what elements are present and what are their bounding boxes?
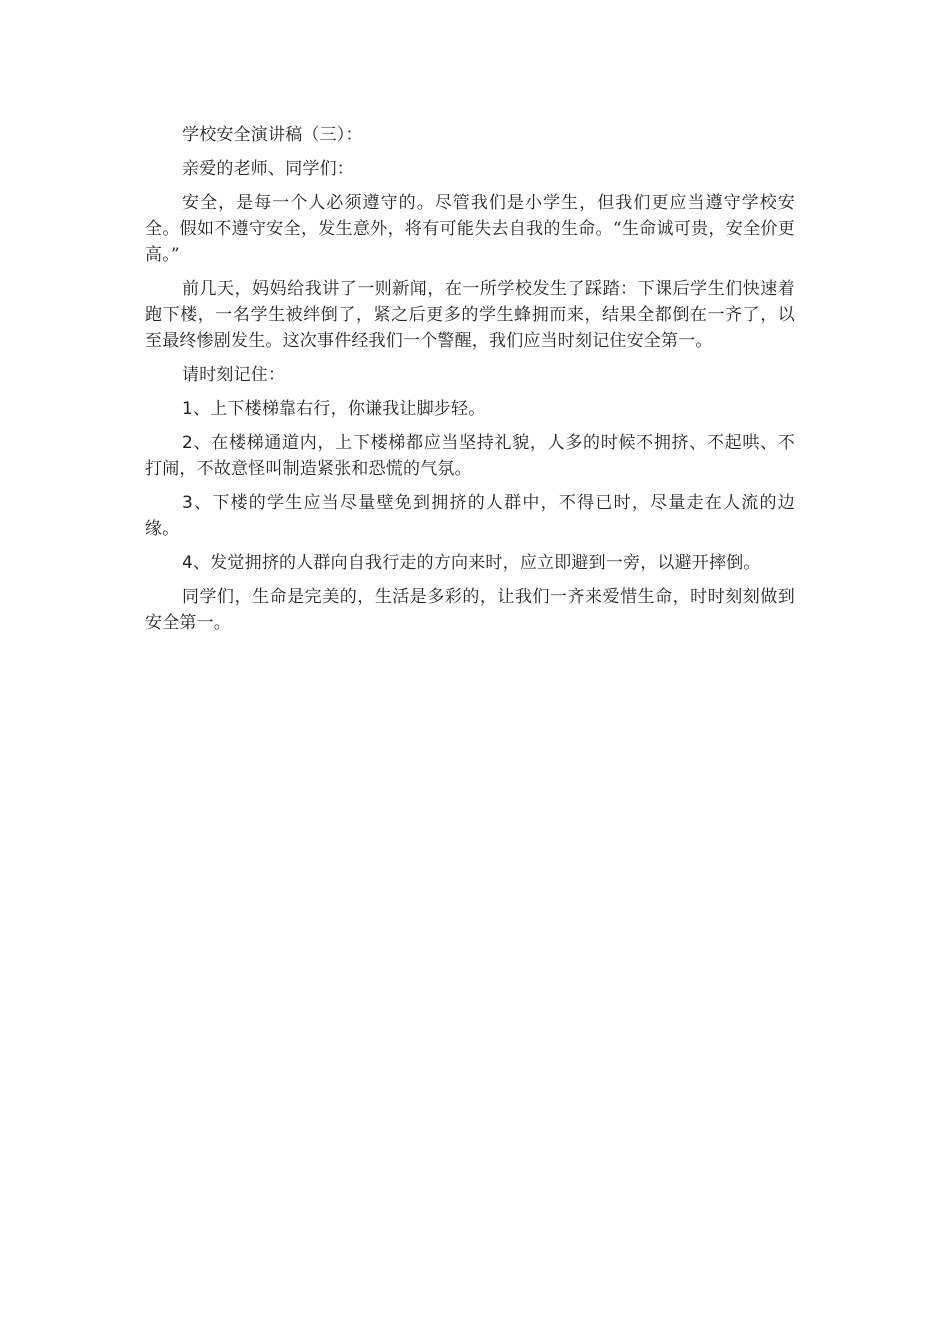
rule-item <box>145 396 795 422</box>
rule-text: 、发觉拥挤的人群向自我行走的方向来时，应立即避到一旁，以避开摔倒。 <box>193 553 761 573</box>
paragraph-closing: 同学们，生命是完美的，生活是多彩的，让我们一齐来爱惜生命，时时刻刻做到安全第一。 <box>145 587 795 633</box>
paragraph-intro: 安全，是每一个人必须遵守的。尽管我们是小学生，但我们更应当遵守学校安全。假如不遵守安全，发生意外，将有可能失去自我的生命。“生命诚可贵，安全价更高。” <box>145 193 795 265</box>
rule-text: 、上下楼梯靠右行，你谦我让脚步轻。 <box>193 399 486 419</box>
rule-text: 、在楼梯通道内，上下楼梯都应当坚持礼貌，人多的时候不拥挤、不起哄、不打闹，不故意怪叫制造紧张和恐慌的气氛。 <box>145 433 795 479</box>
rule-text: 、下楼的学生应当尽量壁免到拥挤的人群中，不得已时，尽量走在人流的边缘。 <box>145 493 795 539</box>
rule-number: 4 <box>182 553 194 573</box>
greeting: 亲爱的老师、同学们： <box>182 159 354 179</box>
rule-number: 3 <box>182 493 194 513</box>
paragraph-reminder: 请时刻记住： <box>182 365 286 385</box>
rule-number: 2 <box>182 433 194 453</box>
rule-item <box>145 550 795 576</box>
document-body <box>145 122 795 644</box>
rule-item <box>145 490 795 542</box>
document-title: 学校安全演讲稿（三）： <box>182 125 363 145</box>
rule-number: 1 <box>182 399 194 419</box>
rule-item <box>145 430 795 482</box>
paragraph-news: 前几天，妈妈给我讲了一则新闻，在一所学校发生了踩踏：下课后学生们快速着跑下楼，一名学生被绊倒了，紧之后更多的学生蜂拥而来，结果全都倒在一齐了，以至最终惨剧发生。这次事件经我们一个警醒，我们应当时刻记住安全第一。 <box>145 279 795 351</box>
